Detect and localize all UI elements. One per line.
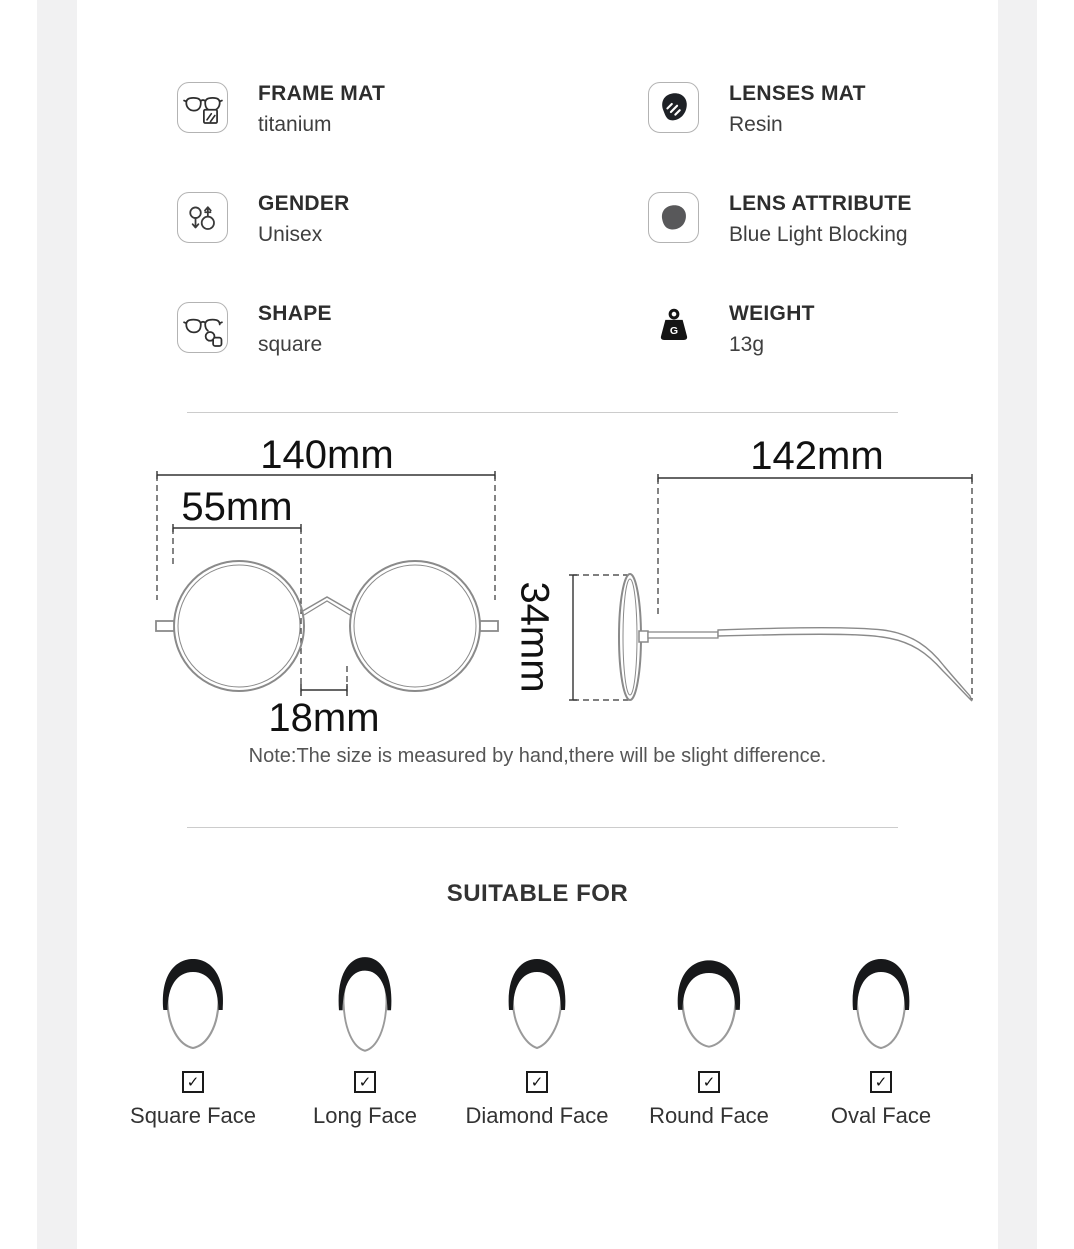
face-types-row [107,952,967,1129]
divider-top [187,412,898,413]
spec-label: GENDER [258,192,350,215]
face-type-round [623,952,795,1129]
spec-weight [648,302,815,357]
spec-gender [177,192,350,247]
weight-icon [648,302,699,353]
svg-text:G: G [669,324,678,337]
face-type-oval [795,952,967,1129]
spec-value: Unisex [258,223,323,246]
glasses-shape-icon [177,302,228,353]
face-type-label: Diamond Face [465,1103,609,1128]
face-type-label: Oval Face [830,1103,932,1128]
left-gutter-stripe [37,0,77,1249]
square-face-checkbox[interactable]: ✓ [182,1071,204,1093]
face-type-label: Long Face [313,1103,417,1128]
oval-face-checkbox[interactable]: ✓ [870,1071,892,1093]
spec-value: Resin [729,113,783,136]
round-face-icon [667,952,751,1063]
face-type-diamond [451,952,623,1129]
lens-material-icon [648,82,699,133]
gender-icon [177,192,228,243]
glasses-material-icon [177,82,228,133]
spec-lens-attribute [648,192,912,247]
face-type-square [107,952,279,1129]
face-type-label: Round Face [649,1103,769,1128]
long-face-checkbox[interactable]: ✓ [354,1071,376,1093]
diamond-face-checkbox[interactable]: ✓ [526,1071,548,1093]
right-gutter-stripe [998,0,1037,1249]
lens-attribute-icon [648,192,699,243]
spec-value: 13g [729,333,765,356]
spec-value: Blue Light Blocking [729,223,908,246]
temple-length-label: 142mm [750,434,884,478]
spec-label: SHAPE [258,302,332,325]
frame-width-label: 140mm [260,433,394,477]
measurement-note: Note:The size is measured by hand,there will be slight difference. [248,745,827,767]
diamond-face-icon [495,952,579,1063]
spec-label: LENS ATTRIBUTE [729,192,912,215]
spec-frame-material [177,82,385,137]
spec-lens-material [648,82,866,137]
spec-label: WEIGHT [729,302,815,325]
lens-height-label: 34mm [512,581,557,693]
divider-bottom [187,827,898,828]
face-type-label: Square Face [130,1103,256,1128]
face-type-long [279,952,451,1129]
round-face-checkbox[interactable]: ✓ [698,1071,720,1093]
measurement-diagram [77,428,998,740]
lens-width-label: 55mm [181,485,293,529]
square-face-icon [151,952,235,1063]
spec-shape [177,302,332,357]
spec-label: LENSES MAT [729,82,866,105]
spec-value: square [258,333,323,356]
suitable-for-title: SUITABLE FOR [446,880,629,907]
long-face-icon [323,952,407,1063]
spec-value: titanium [258,113,332,136]
spec-label: FRAME MAT [258,82,386,105]
oval-face-icon [839,952,923,1063]
bridge-width-label: 18mm [268,696,380,740]
